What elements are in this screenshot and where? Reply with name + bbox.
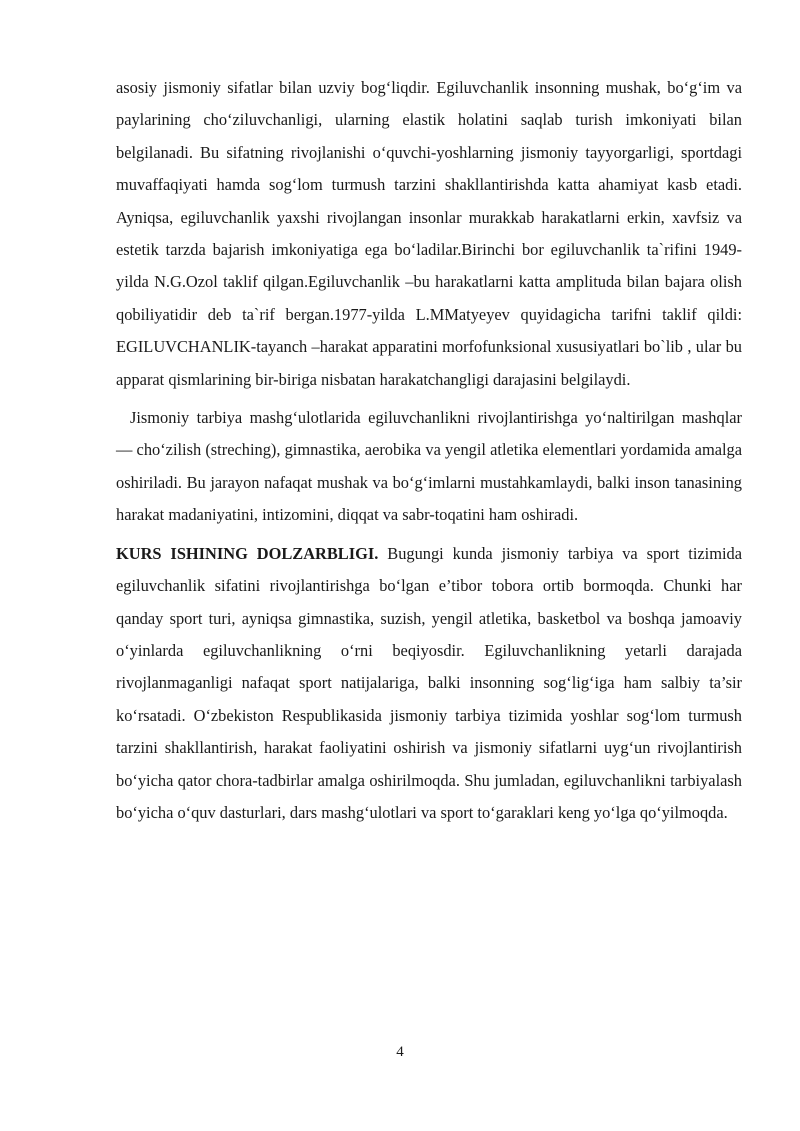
- page-number: 4: [396, 1044, 404, 1060]
- document-page: [116, 72, 742, 829]
- paragraph-relevance-text: Bugungi kunda jismoniy tarbiya va sport tizimida egiluvchanlik sifatini rivojlantirishga bo‘lgan e’tibor tobora ortib bormoqda. Chunki har qanday sport turi, ayniqsa gimnastika, suzish, yengil atletika, basketbol va boshqa jamoaviy o‘yinlarda egiluvchanlikning o‘rni beqiyosdir. Egiluvchanlikning yetarli darajada rivojlanmaganligi nafaqat sport natijalariga, balki insonning sog‘lig‘iga ham salbiy ta’sir ko‘rsatadi. O‘zbekiston Respublikasida jismoniy tarbiya tizimida yoshlar sog‘lom turmush tarzini shakllantirish, harakat faoliyatini oshirish va jismoniy sifatlarni uyg‘un rivojlantirish bo‘yicha qator chora-tadbirlar amalga oshirilmoqda. Shu jumladan, egiluvchanlikni tarbiyalash bo‘yicha o‘quv dasturlari, dars mashg‘ulotlari va sport to‘garaklari keng yo‘lga qo‘yilmoqda.: [116, 543, 742, 822]
- section-heading: KURS ISHINING DOLZARBLIGI.: [116, 543, 379, 563]
- paragraph-relevance: [116, 538, 742, 830]
- paragraph-exercises-text: Jismoniy tarbiya mashg‘ulotlarida egiluvchanlikni rivojlantirishga yo‘naltirilgan mashqlar — cho‘zilish (streching), gimnastika, aerobika va yengil atletika elementlari yordamida amalga oshiriladi. Bu jarayon nafaqat mushak va bo‘g‘imlarni mustahkamlaydi, balki inson tanasining harakat madaniyatini, intizomini, diqqat va sabr-toqatini ham oshiradi.: [116, 408, 742, 525]
- paragraph-exercises: [116, 402, 742, 532]
- paragraph-intro-text: asosiy jismoniy sifatlar bilan uzviy bog‘liqdir. Egiluvchanlik insonning mushak, bo‘g‘im va paylarining cho‘ziluvchanligi, ularning elastik holatini saqlab turish imkoniyati bilan belgilanadi. Bu sifatning rivojlanishi o‘quvchi-yoshlarning jismoniy tayyorgarligi, sportdagi muvaffaqiyati hamda sog‘lom turmush tarzini shakllantirishda katta ahamiyat kasb etadi. Ayniqsa, egiluvchanlik yaxshi rivojlangan insonlar murakkab harakatlarni erkin, xavfsiz va estetik tarzda bajarish imkoniyatiga ega bo‘ladilar.Birinchi bor egiluvchanlik ta`rifini 1949-yilda N.G.Ozol taklif qilgan.Egiluvchanlik –bu harakatlarni katta amplituda bilan bajara olish qobiliyatidir deb ta`rif bergan.1977-yilda L.MMatyeyev quyidagicha tarifni taklif qildi: EGILUVCHANLIK-tayanch –harakat apparatini morfofunksional xususiyatlari bo`lib , ular bu apparat qismlarining bir-biriga nisbatan harakatchangligi darajasini belgilaydi.: [116, 78, 742, 389]
- paragraph-intro: [116, 72, 742, 396]
